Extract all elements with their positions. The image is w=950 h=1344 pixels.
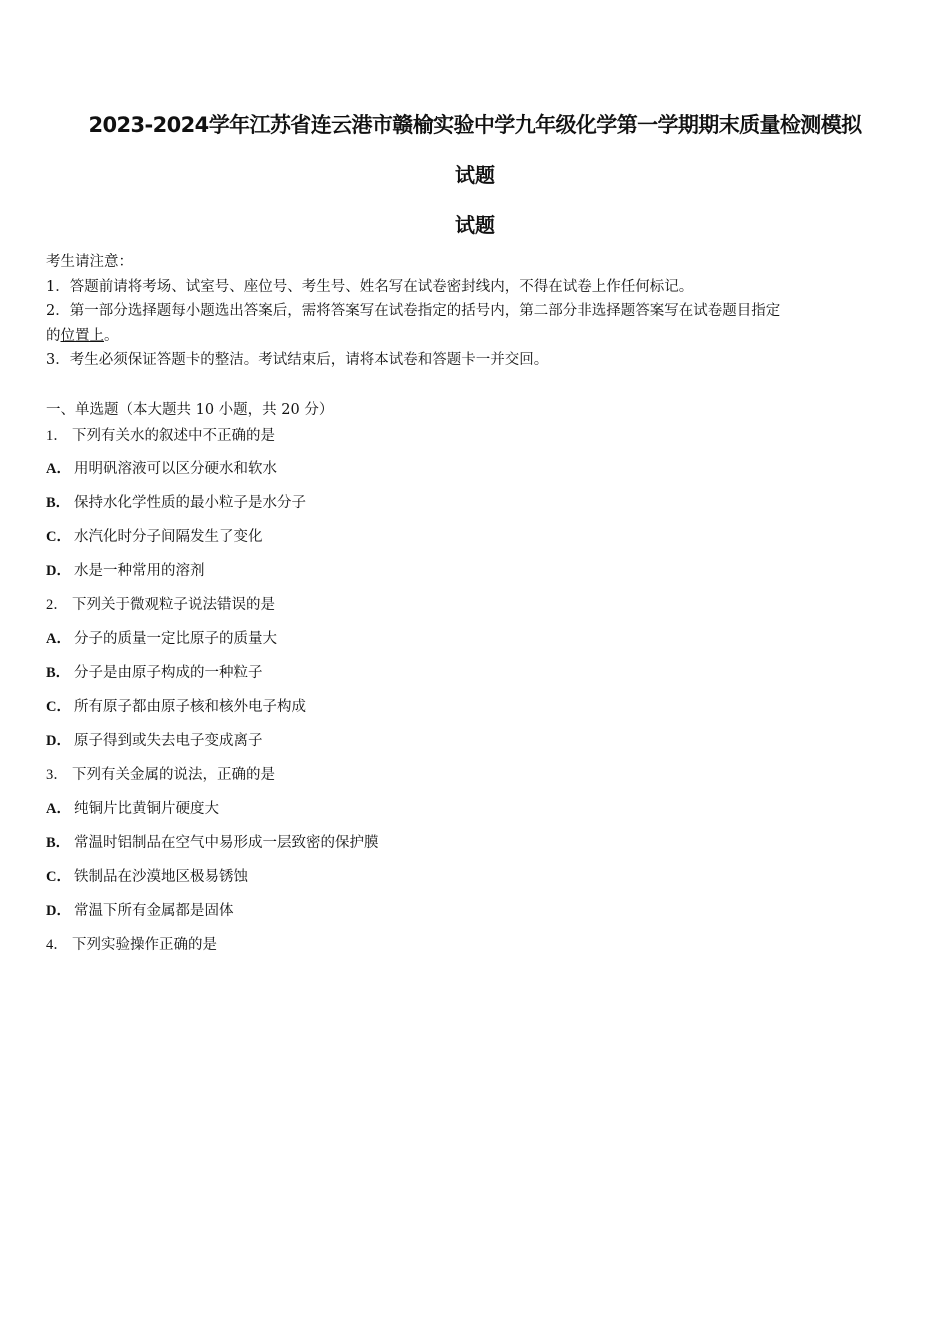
option-text: 所有原子都由原子核和核外电子构成 — [74, 699, 306, 715]
option-text: 用明矾溶液可以区分硬水和软水 — [74, 461, 277, 477]
question-2-option-d — [46, 731, 263, 751]
option-text: 常温下所有金属都是固体 — [74, 903, 234, 919]
question-2-option-c — [46, 697, 306, 717]
notice-item-2: 2．第一部分选择题每小题选出答案后，需将答案写在试卷指定的括号内，第二部分非选择题答案写在试卷题目指定 — [46, 303, 781, 319]
question-1-option-b — [46, 493, 306, 513]
question-text: 下列有关金属的说法，正确的是 — [72, 767, 275, 783]
question-2-option-a — [46, 629, 277, 649]
option-letter: D． — [46, 903, 71, 919]
question-text: 下列有关水的叙述中不正确的是 — [72, 428, 275, 444]
question-text: 下列关于微观粒子说法错误的是 — [72, 597, 275, 613]
question-number: 3． — [46, 767, 68, 783]
document-title: 2023-2024学年江苏省连云港市赣榆实验中学九年级化学第一学期期末质量检测模拟 — [88, 113, 862, 137]
option-text: 分子是由原子构成的一种粒子 — [74, 665, 263, 681]
option-letter: D． — [46, 563, 71, 579]
document-title-line2: 试题 — [455, 163, 495, 187]
notice-item-2-continuation — [46, 324, 906, 349]
question-1-stem — [46, 426, 275, 446]
option-text: 纯铜片比黄铜片硬度大 — [74, 801, 219, 817]
option-letter: D． — [46, 733, 71, 749]
option-letter: B． — [46, 495, 71, 511]
question-text: 下列实验操作正确的是 — [72, 937, 217, 953]
notice-item-2-prefix: 的 — [46, 327, 61, 344]
option-letter: C． — [46, 869, 71, 885]
question-1-option-a — [46, 459, 277, 479]
question-3-option-c — [46, 867, 248, 887]
question-number: 2． — [46, 597, 68, 613]
option-letter: C． — [46, 529, 71, 545]
option-letter: C． — [46, 699, 71, 715]
option-text: 常温时铝制品在空气中易形成一层致密的保护膜 — [74, 835, 379, 851]
question-1-option-d — [46, 561, 205, 581]
question-number: 1． — [46, 428, 68, 444]
question-number: 4． — [46, 937, 68, 953]
option-letter: B． — [46, 665, 71, 681]
option-letter: A． — [46, 461, 71, 477]
option-text: 分子的质量一定比原子的质量大 — [74, 631, 277, 647]
document-subtitle: 试题 — [455, 213, 495, 237]
question-3-stem — [46, 765, 275, 785]
question-4-stem — [46, 935, 217, 955]
question-3-option-d — [46, 901, 234, 921]
question-3-option-a — [46, 799, 219, 819]
option-text: 原子得到或失去电子变成离子 — [74, 733, 263, 749]
option-text: 铁制品在沙漠地区极易锈蚀 — [74, 869, 248, 885]
notice-item-1: 1．答题前请将考场、试室号、座位号、考生号、姓名写在试卷密封线内，不得在试卷上作任何标记。 — [46, 278, 694, 295]
notice-heading: 考生请注意： — [46, 254, 133, 270]
question-3-option-b — [46, 833, 379, 853]
option-text: 水是一种常用的溶剂 — [74, 563, 205, 579]
option-text: 保持水化学性质的最小粒子是水分子 — [74, 495, 306, 511]
option-letter: A． — [46, 631, 71, 647]
exam-notice — [46, 250, 906, 373]
notice-item-2-suffix: 。 — [104, 327, 119, 344]
notice-item-2-underlined: 位置上 — [60, 327, 104, 344]
question-1-option-c — [46, 527, 263, 547]
notice-item-3: 3．考生必须保证答题卡的整洁。考试结束后，请将本试卷和答题卡一并交回。 — [46, 352, 549, 368]
option-letter: B． — [46, 835, 71, 851]
option-letter: A． — [46, 801, 71, 817]
option-text: 水汽化时分子间隔发生了变化 — [74, 529, 263, 545]
question-2-stem — [46, 595, 275, 615]
question-2-option-b — [46, 663, 263, 683]
section-heading: 一、单选题（本大题共 10 小题，共 20 分） — [46, 402, 334, 418]
